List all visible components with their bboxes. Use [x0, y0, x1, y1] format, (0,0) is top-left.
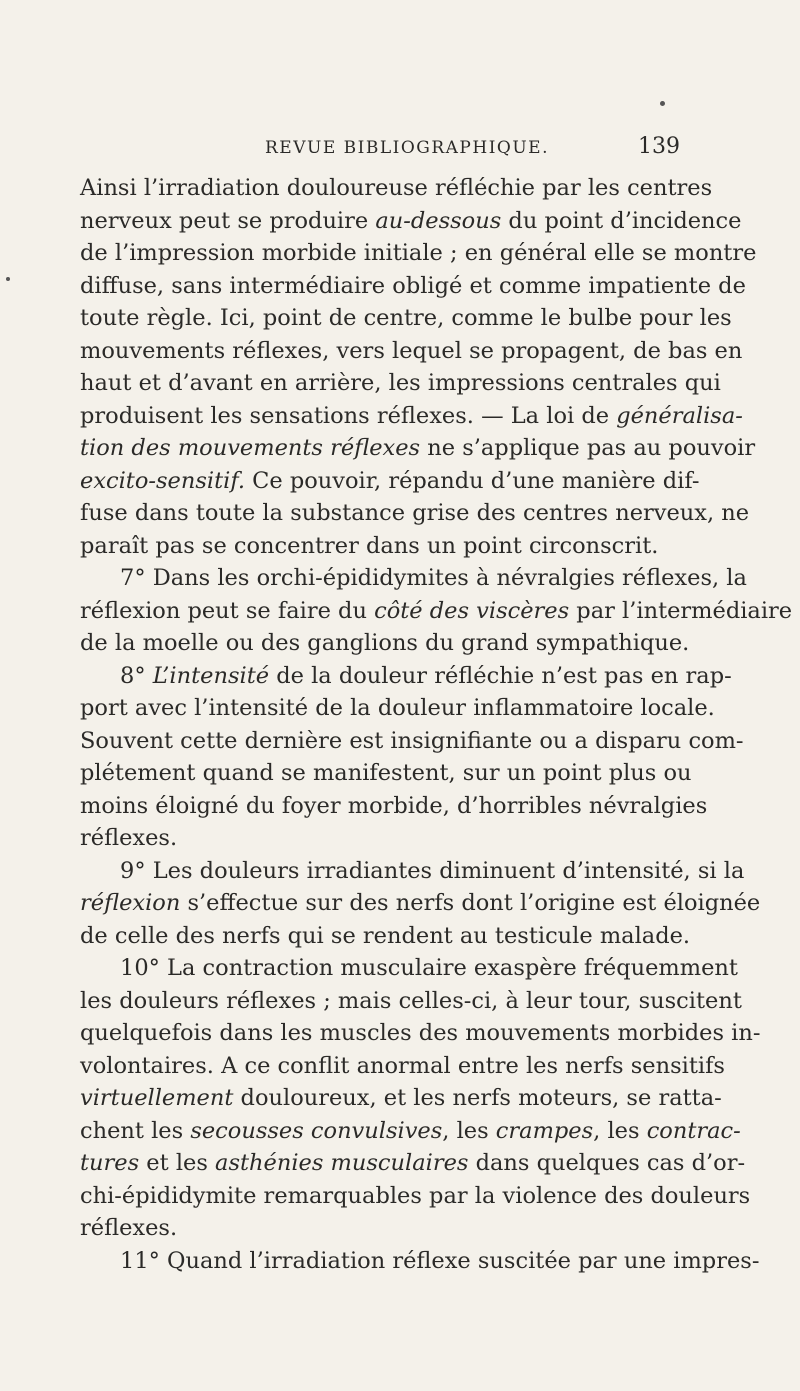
text-line	[80, 660, 732, 693]
text-run: , les	[442, 1117, 496, 1144]
italic-text-run: tures	[80, 1150, 140, 1176]
text-line	[80, 887, 761, 920]
text-line	[80, 627, 690, 660]
text-run: toute règle. Ici, point de centre, comme le bulbe pour les	[80, 305, 732, 331]
text-line	[80, 172, 713, 205]
text-run: Ce pouvoir, répandu d’une manière dif-	[245, 467, 700, 494]
italic-text-run: tion des mouvements réflexes	[80, 435, 421, 461]
text-run: diffuse, sans intermédiaire obligé et comme impatiente de	[80, 272, 746, 299]
text-line	[80, 1180, 751, 1213]
italic-text-run: au-dessous	[375, 207, 502, 234]
text-run: fuse dans toute la substance grise des centres nerveux, ne	[80, 500, 750, 526]
text-line	[80, 725, 744, 758]
text-run: Souvent cette dernière est insignifiante ou a disparu com-	[80, 727, 744, 754]
text-line	[80, 855, 745, 888]
text-line	[80, 367, 721, 400]
text-run: 8°	[120, 662, 153, 689]
text-run: mouvements réflexes, vers lequel se propagent, de bas en	[80, 337, 743, 364]
text-run: réflexes.	[80, 1215, 178, 1241]
italic-text-run: excito-sensitif.	[80, 467, 246, 494]
text-run: produisent les sensations réflexes. — La loi de	[80, 402, 617, 429]
text-run: 11° Quand l’irradiation réflexe suscitée par une impres-	[120, 1247, 760, 1274]
text-run: quelquefois dans les muscles des mouvements morbides in-	[80, 1020, 761, 1046]
text-run: réflexion peut se faire du	[80, 597, 375, 624]
text-line	[80, 1245, 760, 1278]
text-run: , les	[593, 1117, 647, 1144]
text-run: moins éloigné du foyer morbide, d’horribles névralgies	[80, 792, 708, 819]
italic-text-run: généralisa-	[616, 402, 743, 429]
text-run: de l’impression morbide initiale ; en général elle se montre	[80, 240, 757, 266]
text-run: réflexes.	[80, 825, 178, 851]
text-run: chi-épididymite remarquables par la violence des douleurs	[80, 1182, 751, 1209]
text-line	[80, 757, 692, 790]
text-line	[80, 432, 756, 465]
text-line	[80, 822, 680, 855]
text-run: de la moelle ou des ganglions du grand sympathique.	[80, 630, 690, 656]
running-head: REVUE BIBLIOGRAPHIQUE.	[265, 138, 549, 158]
text-line	[80, 1115, 741, 1148]
text-run: Ainsi l’irradiation douloureuse réfléchie par les centres	[80, 175, 713, 201]
text-run: nerveux peut se produire	[80, 207, 376, 234]
text-line	[80, 595, 793, 628]
text-run: les douleurs réflexes ; mais celles-ci, à leur tour, suscitent	[80, 987, 742, 1014]
italic-text-run: virtuellement	[80, 1085, 234, 1111]
text-run: dans quelques cas d’or-	[468, 1150, 746, 1176]
text-run: ne s’applique pas au pouvoir	[420, 435, 756, 461]
text-line	[80, 237, 757, 270]
text-line	[80, 205, 742, 238]
italic-text-run: contrac-	[646, 1117, 741, 1144]
text-run: 9° Les douleurs irradiantes diminuent d’intensité, si la	[120, 857, 745, 884]
page-header	[80, 130, 680, 170]
body-text	[80, 172, 793, 1277]
italic-text-run: asthénies musculaires	[215, 1150, 469, 1176]
text-run: 7° Dans les orchi-épididymites à névralgies réflexes, la	[120, 565, 747, 591]
text-run: haut et d’avant en arrière, les impressions centrales qui	[80, 370, 721, 396]
text-line	[80, 1050, 725, 1083]
text-run: douloureux, et les nerfs moteurs, se ratta-	[233, 1085, 722, 1111]
text-line	[80, 497, 750, 530]
text-run: de la douleur réfléchie n’est pas en rap-	[269, 662, 732, 689]
margin-mark	[6, 277, 10, 281]
text-line	[80, 952, 738, 985]
text-line	[80, 692, 715, 725]
text-line	[80, 920, 691, 953]
italic-text-run: crampes	[495, 1117, 594, 1144]
text-line	[80, 465, 700, 498]
text-line	[80, 302, 732, 335]
text-line	[80, 1147, 746, 1180]
text-run: paraît pas se concentrer dans un point circonscrit.	[80, 532, 659, 559]
text-run: chent les	[80, 1117, 191, 1144]
text-line	[80, 1017, 761, 1050]
text-run: s’effectue sur des nerfs dont l’origine est éloignée	[180, 890, 761, 916]
text-line	[80, 530, 680, 563]
italic-text-run: réflexion	[80, 890, 181, 916]
italic-text-run: L’intensité	[152, 662, 270, 689]
text-run: du point d’incidence	[501, 207, 742, 234]
text-line	[80, 335, 743, 368]
text-line	[80, 562, 747, 595]
text-run: 10° La contraction musculaire exaspère fréquemment	[120, 955, 738, 981]
italic-text-run: côté des viscères	[374, 597, 570, 624]
italic-text-run: secousses convulsives	[190, 1117, 443, 1144]
text-line	[80, 790, 708, 823]
text-run: de celle des nerfs qui se rendent au testicule malade.	[80, 922, 691, 949]
text-run: port avec l’intensité de la douleur inflammatoire locale.	[80, 695, 715, 721]
text-run: plétement quand se manifestent, sur un point plus ou	[80, 760, 692, 786]
page-number: 139	[638, 134, 680, 159]
text-run: et les	[139, 1150, 216, 1176]
text-line	[80, 1082, 722, 1115]
text-line	[80, 270, 746, 303]
text-run: volontaires. A ce conflit anormal entre les nerfs sensitifs	[80, 1052, 725, 1079]
text-line	[80, 400, 743, 433]
text-run: par l’intermédiaire	[569, 597, 793, 624]
text-line	[80, 985, 742, 1018]
margin-mark	[660, 101, 665, 106]
text-line	[80, 1212, 680, 1245]
